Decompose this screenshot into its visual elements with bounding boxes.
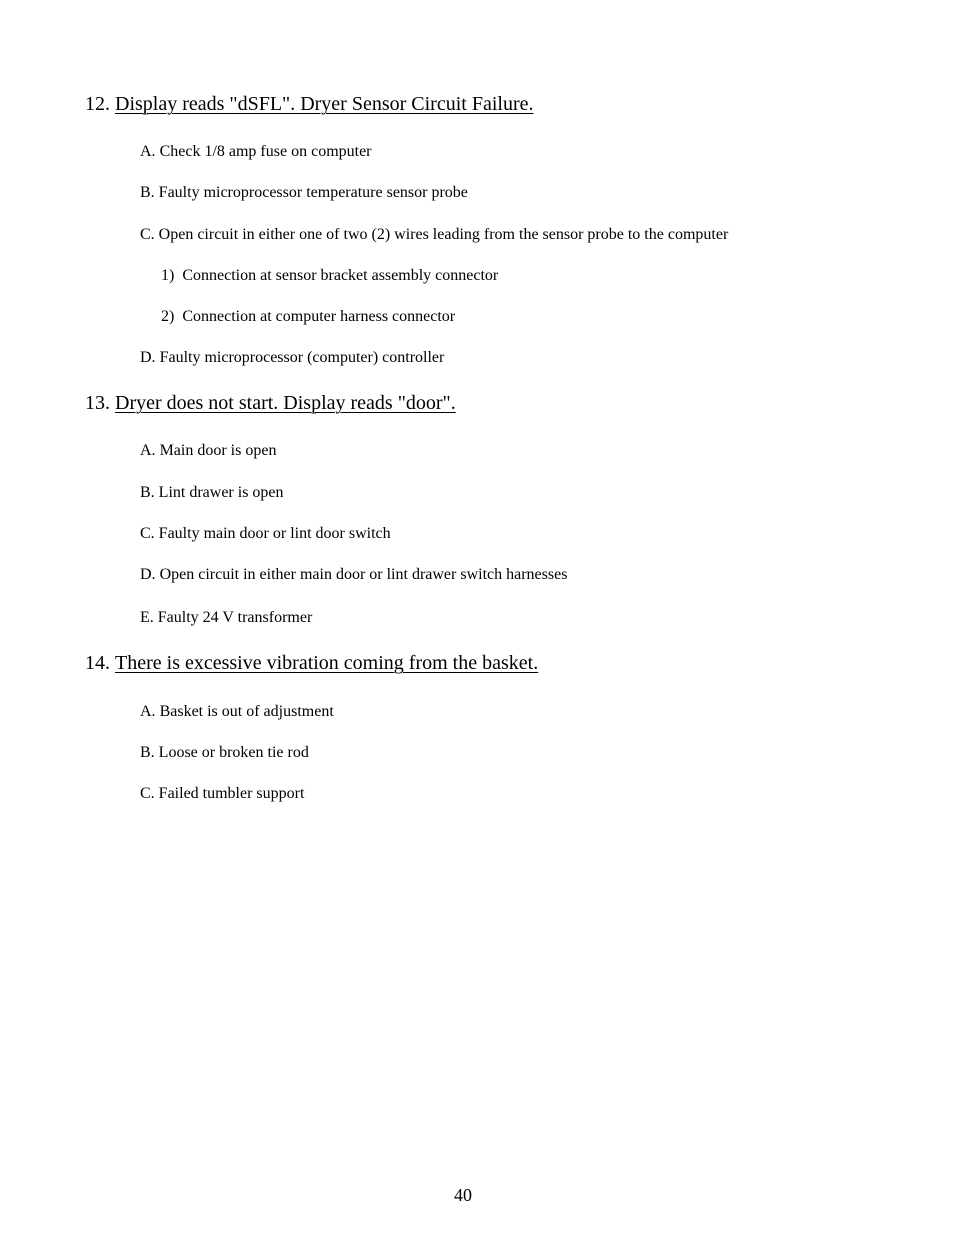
section-title: There is excessive vibration coming from the basket. [115, 652, 539, 674]
item-text: Faulty main door or lint door switch [158, 525, 391, 542]
item-text: Loose or broken tie rod [158, 744, 309, 761]
item-letter: B. [140, 484, 155, 501]
item-number: 2) [161, 308, 175, 325]
list-item [140, 348, 444, 368]
item-text: Main door is open [159, 442, 277, 459]
list-item [140, 441, 276, 461]
item-letter: C. [140, 525, 155, 542]
item-letter: E. [140, 609, 154, 626]
item-text: Check 1/8 amp fuse on computer [159, 143, 372, 160]
item-letter: D. [140, 349, 156, 366]
item-text: Failed tumbler support [158, 785, 305, 802]
item-letter: B. [140, 744, 155, 761]
item-letter: A. [140, 442, 156, 459]
section-heading-14 [85, 651, 538, 675]
item-number: 1) [161, 267, 175, 284]
item-text: Open circuit in either main door or lint drawer switch harnesses [159, 566, 568, 583]
list-item [140, 183, 468, 203]
item-text: Connection at computer harness connector [182, 308, 456, 325]
list-item [140, 784, 304, 804]
item-text: Faulty microprocessor (computer) controller [159, 349, 445, 366]
list-item [140, 702, 334, 722]
item-letter: A. [140, 143, 156, 160]
list-item [140, 524, 391, 544]
item-text: Faulty 24 V transformer [157, 609, 313, 626]
list-item [140, 565, 567, 585]
section-number: 12. [85, 93, 110, 115]
item-text: Open circuit in either one of two (2) wires leading from the sensor probe to the computer [158, 226, 729, 243]
item-letter: B. [140, 184, 155, 201]
list-item [140, 743, 309, 763]
section-heading-12 [85, 92, 534, 116]
section-number: 13. [85, 392, 110, 414]
sub-list-item [161, 307, 455, 327]
item-text: Basket is out of adjustment [159, 703, 334, 720]
list-item [140, 483, 284, 503]
section-title: Dryer does not start. Display reads "door". [115, 392, 456, 414]
sub-list-item [161, 266, 498, 286]
item-text: Connection at sensor bracket assembly connector [182, 267, 499, 284]
list-item [140, 225, 728, 245]
section-title: Display reads "dSFL". Dryer Sensor Circuit Failure. [115, 93, 534, 115]
item-letter: A. [140, 703, 156, 720]
item-letter: D. [140, 566, 156, 583]
section-number: 14. [85, 652, 110, 674]
item-text: Lint drawer is open [158, 484, 284, 501]
page-number: 40 [454, 1185, 472, 1205]
item-letter: C. [140, 226, 155, 243]
list-item [140, 142, 372, 162]
item-letter: C. [140, 785, 155, 802]
list-item [140, 608, 312, 628]
section-heading-13 [85, 391, 456, 415]
item-text: Faulty microprocessor temperature sensor probe [158, 184, 468, 201]
